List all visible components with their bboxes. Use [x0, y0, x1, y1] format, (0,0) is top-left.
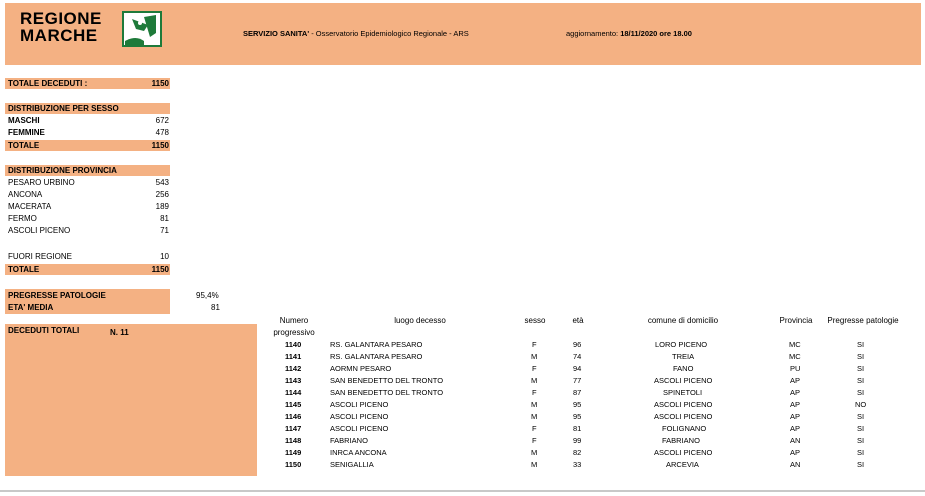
- cell-sesso: M: [531, 448, 538, 457]
- cell-sesso: M: [531, 400, 538, 409]
- province-row: [5, 213, 170, 224]
- cell-pat: SI: [857, 376, 865, 385]
- cell-prov: AN: [790, 436, 801, 445]
- province-row: [5, 189, 170, 200]
- cell-comune: TREIA: [672, 352, 695, 361]
- cell-sesso: F: [532, 340, 537, 349]
- province-label: FERMO: [8, 214, 37, 223]
- cell-sesso: F: [532, 364, 537, 373]
- cell-luogo: RS. GALANTARA PESARO: [330, 352, 423, 361]
- deaths-block-count: N. 11: [110, 328, 129, 337]
- province-row: [5, 201, 170, 212]
- province-label: PESARO URBINO: [8, 178, 75, 187]
- cell-num: 1147: [285, 424, 302, 433]
- header-comune: comune di domicilio: [647, 316, 719, 325]
- cell-luogo: SENIGALLIA: [330, 460, 374, 469]
- province-total-row: [5, 264, 170, 275]
- province-value: 543: [155, 178, 169, 187]
- cell-pat: SI: [857, 352, 865, 361]
- cell-comune: FOLIGNANO: [662, 424, 707, 433]
- cell-comune: ARCEVIA: [666, 460, 699, 469]
- service-label: SERVIZIO SANITA': [243, 29, 310, 38]
- cell-eta: 94: [573, 364, 582, 373]
- cell-num: 1148: [285, 436, 302, 445]
- cell-prov: AN: [790, 460, 801, 469]
- province-row: [5, 225, 170, 236]
- cell-comune: ASCOLI PICENO: [654, 412, 713, 421]
- total-deaths-value: 1150: [151, 79, 169, 88]
- header-provincia: Provincia: [779, 316, 813, 325]
- cell-luogo: RS. GALANTARA PESARO: [330, 340, 423, 349]
- province-distribution-label: DISTRIBUZIONE PROVINCIA: [8, 166, 117, 175]
- table-row: [0, 364, 925, 376]
- table-row: [0, 400, 925, 412]
- cell-pat: SI: [857, 424, 865, 433]
- cell-comune: ASCOLI PICENO: [654, 400, 713, 409]
- deaths-table: [0, 340, 925, 480]
- cell-luogo: INRCA ANCONA: [330, 448, 387, 457]
- cell-eta: 81: [573, 424, 582, 433]
- cell-prov: MC: [789, 340, 801, 349]
- cell-eta: 87: [573, 388, 582, 397]
- cell-eta: 99: [573, 436, 582, 445]
- outside-region-row: [5, 251, 170, 262]
- logo-line-1: REGIONE: [20, 9, 102, 28]
- cell-comune: SPINETOLI: [663, 388, 703, 397]
- outside-region-label: FUORI REGIONE: [8, 252, 73, 261]
- cell-luogo: ASCOLI PICENO: [330, 424, 389, 433]
- sex-row-male: [5, 115, 170, 126]
- cell-num: 1150: [285, 460, 302, 469]
- cell-prov: AP: [790, 448, 801, 457]
- cell-prov: AP: [790, 388, 801, 397]
- cell-luogo: ASCOLI PICENO: [330, 400, 389, 409]
- province-value: 71: [160, 226, 169, 235]
- cell-sesso: F: [532, 424, 537, 433]
- cell-comune: LORO PICENO: [655, 340, 708, 349]
- cell-num: 1141: [285, 352, 302, 361]
- table-row: [0, 448, 925, 460]
- cell-pat: NO: [855, 400, 867, 409]
- update-label: aggiornamento:: [566, 29, 621, 38]
- sex-total-label: TOTALE: [8, 141, 40, 150]
- cell-comune: FABRIANO: [662, 436, 700, 445]
- cell-pat: SI: [857, 340, 865, 349]
- header-numero: Numero: [279, 316, 309, 325]
- cell-comune: ASCOLI PICENO: [654, 376, 713, 385]
- sex-distribution-label: DISTRIBUZIONE PER SESSO: [8, 104, 119, 113]
- province-row: [5, 177, 170, 188]
- cell-eta: 96: [573, 340, 582, 349]
- update-value: 18/11/2020 ore 18.00: [620, 29, 692, 38]
- header-eta: età: [572, 316, 584, 325]
- female-value: 478: [155, 128, 169, 137]
- cell-eta: 33: [573, 460, 582, 469]
- table-row: [0, 412, 925, 424]
- cell-sesso: M: [531, 376, 538, 385]
- cell-pat: SI: [857, 364, 865, 373]
- cell-num: 1142: [285, 364, 302, 373]
- regione-marche-logo: [20, 10, 148, 50]
- service-title: [243, 29, 469, 38]
- province-total-value: 1150: [151, 265, 169, 274]
- update-info: [566, 29, 692, 38]
- cell-eta: 95: [573, 412, 582, 421]
- total-deaths-row: [5, 78, 170, 89]
- table-row: [0, 424, 925, 436]
- cell-eta: 95: [573, 400, 582, 409]
- province-value: 81: [160, 214, 169, 223]
- province-value: 256: [155, 190, 169, 199]
- table-row: [0, 352, 925, 364]
- province-total-label: TOTALE: [8, 265, 40, 274]
- table-row: [0, 460, 925, 472]
- cell-sesso: F: [532, 388, 537, 397]
- table-row: [0, 436, 925, 448]
- cell-sesso: M: [531, 412, 538, 421]
- logo-line-2: MARCHE: [20, 26, 98, 45]
- header-progressivo: progressivo: [273, 328, 315, 337]
- province-label: ANCONA: [8, 190, 43, 199]
- age-value: 81: [211, 303, 220, 312]
- cell-num: 1146: [285, 412, 302, 421]
- deaths-block-label: DECEDUTI TOTALI: [8, 326, 80, 335]
- table-row: [0, 376, 925, 388]
- cell-prov: AP: [790, 412, 801, 421]
- cell-luogo: AORMN PESARO: [330, 364, 392, 373]
- cell-sesso: M: [531, 460, 538, 469]
- table-row: [0, 340, 925, 352]
- cell-prov: AP: [790, 424, 801, 433]
- cell-luogo: FABRIANO: [330, 436, 368, 445]
- cell-eta: 82: [573, 448, 582, 457]
- male-label: MASCHI: [8, 116, 40, 125]
- header-luogo: luogo decesso: [394, 316, 446, 325]
- marche-emblem-icon: [122, 11, 162, 47]
- cell-num: 1144: [285, 388, 302, 397]
- cell-comune: ASCOLI PICENO: [654, 448, 713, 457]
- pathologies-value: 95,4%: [196, 291, 219, 300]
- sex-row-female: [5, 127, 170, 138]
- cell-eta: 74: [573, 352, 582, 361]
- cell-prov: AP: [790, 376, 801, 385]
- sex-distribution-title: [5, 103, 170, 114]
- province-distribution-title: [5, 165, 170, 176]
- cell-prov: AP: [790, 400, 801, 409]
- cell-num: 1143: [285, 376, 302, 385]
- cell-prov: PU: [790, 364, 801, 373]
- age-label: ETA' MEDIA: [8, 303, 54, 312]
- cell-prov: MC: [789, 352, 801, 361]
- male-value: 672: [155, 116, 169, 125]
- cell-num: 1145: [285, 400, 302, 409]
- pathologies-label: PREGRESSE PATOLOGIE: [8, 291, 106, 300]
- cell-luogo: SAN BENEDETTO DEL TRONTO: [330, 388, 444, 397]
- header-sesso: sesso: [524, 316, 546, 325]
- cell-luogo: ASCOLI PICENO: [330, 412, 389, 421]
- cell-num: 1149: [285, 448, 302, 457]
- page-bottom-divider: [0, 490, 925, 492]
- cell-pat: SI: [857, 388, 865, 397]
- province-label: ASCOLI PICENO: [8, 226, 71, 235]
- cell-sesso: F: [532, 436, 537, 445]
- table-row: [0, 388, 925, 400]
- cell-luogo: SAN BENEDETTO DEL TRONTO: [330, 376, 444, 385]
- cell-comune: FANO: [673, 364, 694, 373]
- sex-total-value: 1150: [151, 141, 169, 150]
- sex-total-row: [5, 140, 170, 151]
- cell-sesso: M: [531, 352, 538, 361]
- female-label: FEMMINE: [8, 128, 45, 137]
- cell-pat: SI: [857, 448, 865, 457]
- outside-region-value: 10: [160, 252, 169, 261]
- cell-pat: SI: [857, 412, 865, 421]
- header-patologie: Pregresse patologie: [827, 316, 899, 325]
- total-deaths-label: TOTALE DECEDUTI :: [8, 79, 88, 88]
- cell-pat: SI: [857, 460, 865, 469]
- cell-pat: SI: [857, 436, 865, 445]
- observatory-label: - Osservatorio Epidemiologico Regionale - ARS: [309, 29, 469, 38]
- cell-eta: 77: [573, 376, 582, 385]
- cell-num: 1140: [285, 340, 302, 349]
- province-label: MACERATA: [8, 202, 52, 211]
- province-value: 189: [155, 202, 169, 211]
